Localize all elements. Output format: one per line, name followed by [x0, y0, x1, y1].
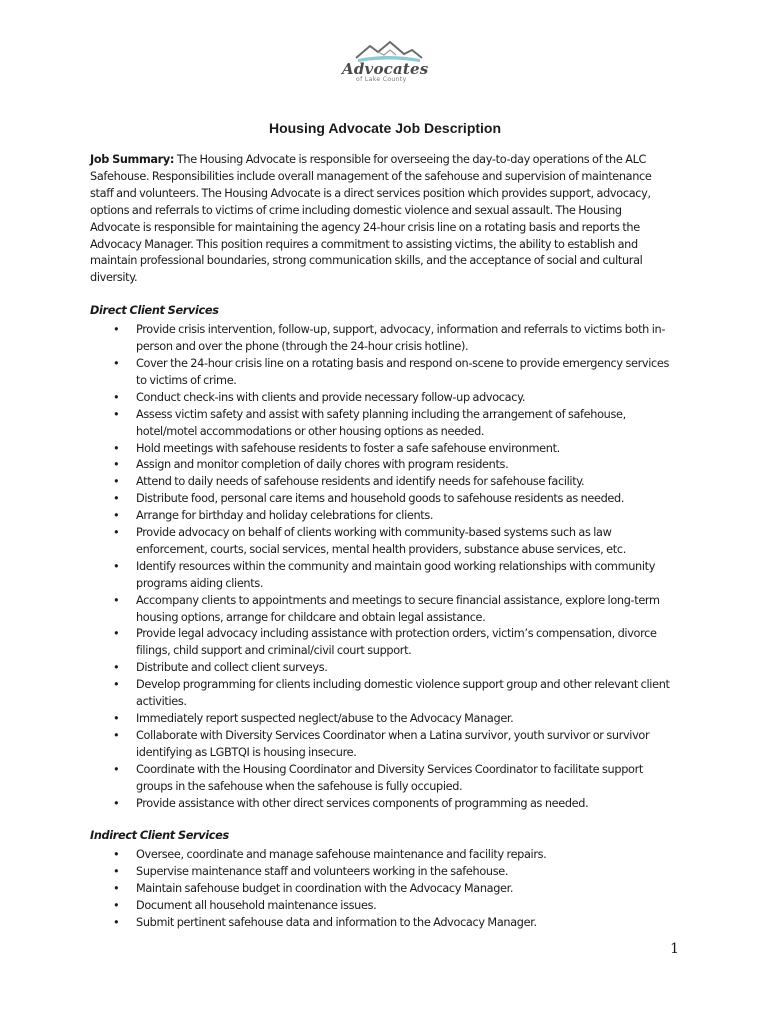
list-item [90, 660, 676, 677]
bullet-icon: • [113, 728, 120, 742]
list-item [90, 796, 676, 813]
bullet-icon: • [113, 899, 120, 913]
bullet-icon: • [113, 627, 120, 641]
list-item-text: Distribute and collect client surveys. [136, 661, 328, 675]
list-item [90, 881, 676, 898]
list-item [90, 508, 676, 525]
bullet-icon: • [113, 865, 120, 879]
list-item-text: Collaborate with Diversity Services Coordinator when a Latina survivor, youth survivor or survivor identifying as LGBTQI is housing insecure. [136, 728, 650, 759]
list-item [90, 677, 676, 711]
list-item [90, 441, 676, 458]
list-item-text: Identify resources within the community and maintain good working relationships with community programs aiding clients. [136, 559, 656, 590]
job-summary-label: Job Summary: [90, 153, 175, 166]
bullet-icon: • [113, 915, 120, 929]
list-item-text: Conduct check-ins with clients and provide necessary follow-up advocacy. [136, 390, 526, 404]
bullet-icon: • [113, 526, 120, 540]
bullet-icon: • [113, 475, 120, 489]
list-item [90, 457, 676, 474]
list-item-text: Provide legal advocacy including assistance with protection orders, victim’s compensation, divorce filings, child support and criminal/civil court support. [136, 627, 657, 658]
logo-wordmark: Advocates [342, 60, 429, 78]
bullet-icon: • [113, 323, 120, 337]
list-item-text: Maintain safehouse budget in coordination with the Advocacy Manager. [136, 882, 514, 896]
list-item [90, 728, 676, 762]
list-item-text: Submit pertinent safehouse data and information to the Advocacy Manager. [136, 915, 537, 929]
list-item-text: Supervise maintenance staff and volunteers working in the safehouse. [136, 865, 509, 879]
bullet-icon: • [113, 796, 120, 810]
list-item-text: Document all household maintenance issues. [136, 899, 377, 913]
bullet-icon: • [113, 848, 120, 862]
bullet-icon: • [113, 492, 120, 506]
list-item-text: Provide crisis intervention, follow-up, support, advocacy, information and referrals to victims both in-person and over the phone (through the 24-hour crisis hotline). [136, 323, 666, 354]
document-body [90, 152, 690, 932]
list-item [90, 491, 676, 508]
list-item [90, 322, 676, 356]
list-item [90, 407, 676, 441]
list-item-text: Oversee, coordinate and manage safehouse maintenance and facility repairs. [136, 848, 547, 862]
logo-subtext: of Lake County [356, 76, 407, 83]
bullet-icon: • [113, 559, 120, 573]
bullet-icon: • [113, 441, 120, 455]
list-item [90, 626, 676, 660]
list-item [90, 864, 676, 881]
list-item-text: Distribute food, personal care items and household goods to safehouse residents as needed. [136, 492, 625, 506]
list-item [90, 915, 676, 932]
list-item [90, 762, 676, 796]
bullet-icon: • [113, 390, 120, 404]
bullet-icon: • [113, 762, 120, 776]
advocates-logo [338, 38, 438, 86]
list-item [90, 559, 676, 593]
list-item-text: Immediately report suspected neglect/abuse to the Advocacy Manager. [136, 712, 514, 725]
indirect-services-heading: Indirect Client Services [90, 829, 229, 843]
list-item [90, 525, 676, 559]
page-number: 1 [670, 941, 679, 957]
bullet-icon: • [113, 458, 120, 472]
list-item [90, 593, 676, 627]
list-item-text: Hold meetings with safehouse residents to foster a safe safehouse environment. [136, 441, 560, 455]
indirect-services-list [90, 847, 690, 932]
bullet-icon: • [113, 407, 120, 421]
job-summary [90, 152, 655, 287]
list-item [90, 898, 676, 915]
list-item-text: Arrange for birthday and holiday celebrations for clients. [136, 509, 434, 523]
page-title: Housing Advocate Job Description [268, 120, 502, 136]
list-item [90, 847, 676, 864]
bullet-icon: • [113, 356, 120, 370]
list-item-text: Provide assistance with other direct services components of programming as needed. [136, 796, 589, 810]
bullet-icon: • [113, 712, 120, 725]
bullet-icon: • [113, 593, 120, 607]
list-item-text: Cover the 24-hour crisis line on a rotating basis and respond on-scene to provide emergency services to victims of crime. [136, 356, 670, 387]
list-item-text: Provide advocacy on behalf of clients working with community-based systems such as law enforcement, courts, social services, mental health providers, substance abuse services, etc. [136, 526, 626, 556]
list-item-text: Develop programming for clients including domestic violence support group and other relevant client activities. [136, 678, 670, 709]
bullet-icon: • [113, 678, 120, 692]
list-item [90, 474, 676, 491]
list-item-text: Attend to daily needs of safehouse residents and identify needs for safehouse facility. [136, 475, 585, 489]
list-item-text: Accompany clients to appointments and meetings to secure financial assistance, explore long-term housing options, arrange for childcare and obtain legal assistance. [136, 593, 660, 624]
bullet-icon: • [113, 509, 120, 523]
direct-services-heading: Direct Client Services [90, 304, 219, 318]
list-item-text: Coordinate with the Housing Coordinator and Diversity Services Coordinator to facilitate support groups in the safehouse when the safehouse is fully occupied. [136, 762, 643, 793]
bullet-icon: • [113, 661, 120, 675]
direct-services-list [90, 322, 690, 812]
list-item [90, 356, 676, 390]
list-item [90, 711, 676, 728]
list-item-text: Assess victim safety and assist with safety planning including the arrangement of safehouse, hotel/motel accommodations or other housing options as needed. [136, 407, 626, 438]
list-item [90, 390, 676, 407]
bullet-icon: • [113, 882, 120, 896]
job-summary-text: The Housing Advocate is responsible for overseeing the day-to-day operations of the ALC Safehouse. Responsibilities include overall management of the safehouse and supervision of maintenance staff and volunteers. The Housing Advocate is a direct services position which provides support, advocacy, options and referrals to victims of crime including domestic violence and sexual assault. The Housing Advocate is responsible for maintaining the agency 24-hour crisis line on a rotating basis and reports the Advocacy Manager. This position requires a commitment to assisting victims, the ability to establish and maintain professional boundaries, strong communication skills, and the acceptance of social and cultural diversity. [90, 153, 652, 285]
list-item-text: Assign and monitor completion of daily chores with program residents. [136, 458, 509, 472]
